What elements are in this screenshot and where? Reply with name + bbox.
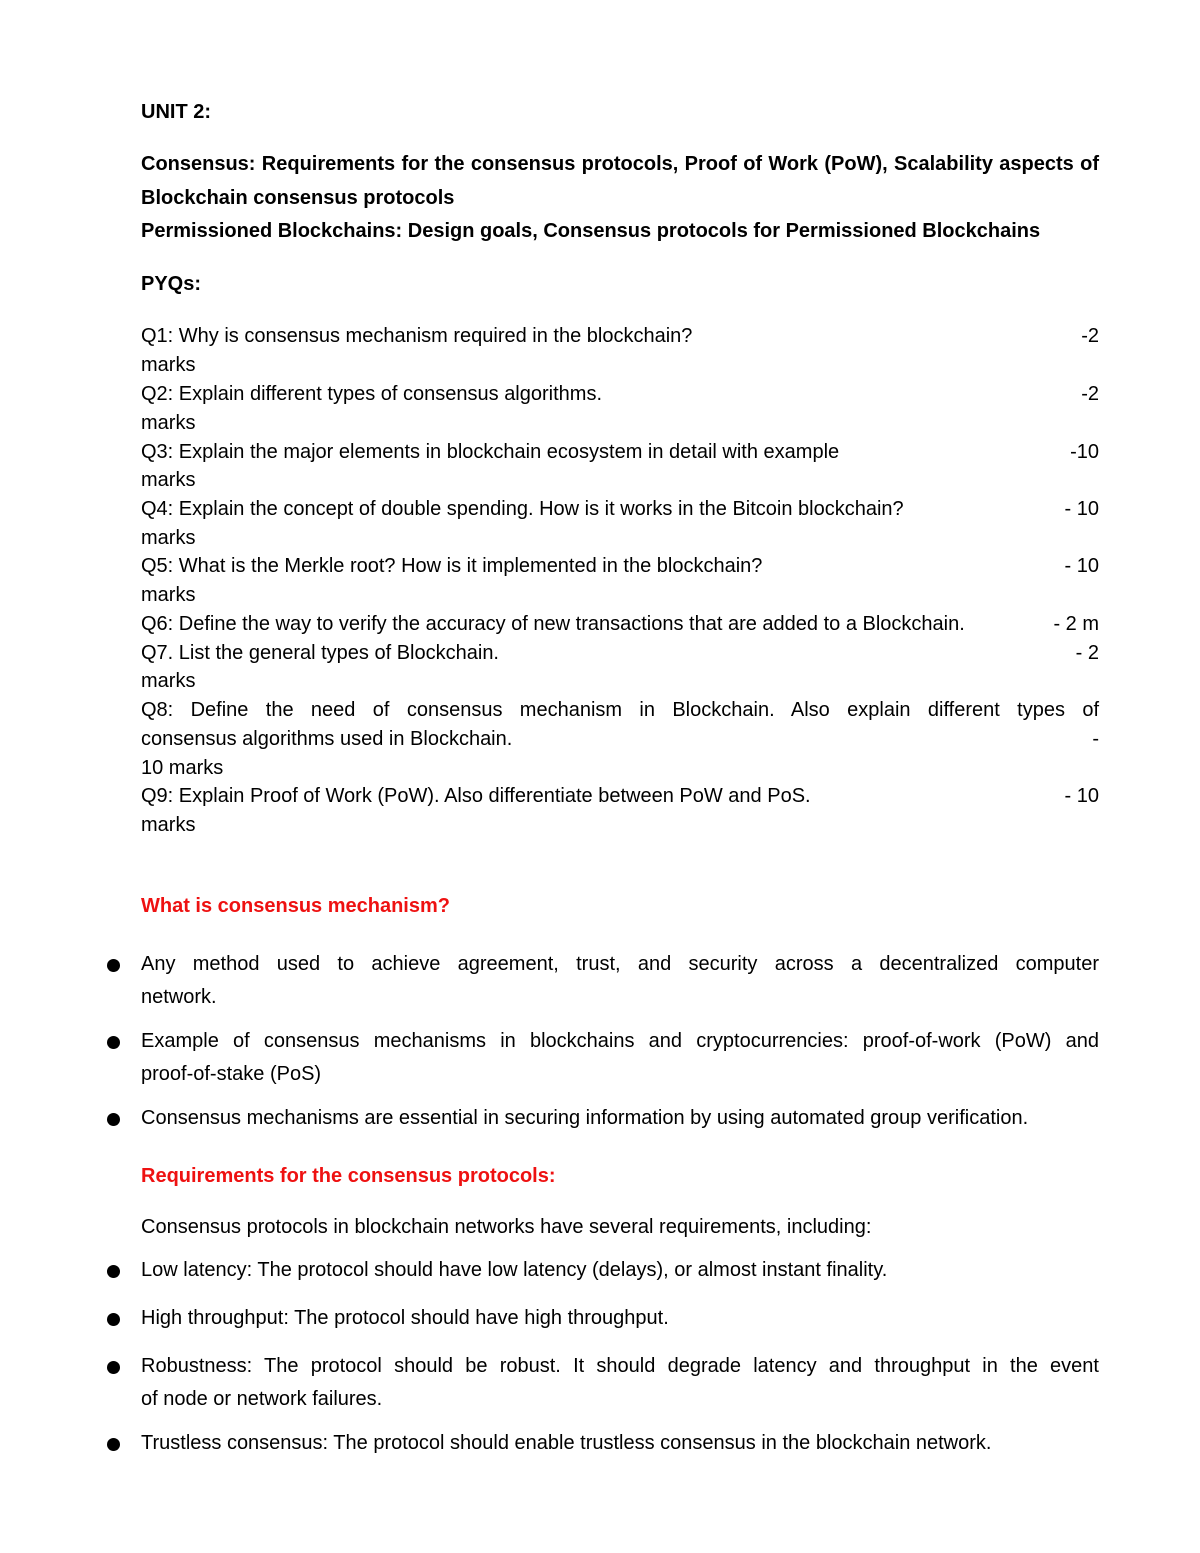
topics-line-2: Blockchain consensus protocols — [141, 187, 455, 209]
question-9 — [141, 782, 1099, 811]
question-marks: -2 — [1081, 325, 1099, 347]
question-7 — [141, 639, 1099, 668]
question-5 — [141, 552, 1099, 581]
list-item-line-1: Robustness: The protocol should be robust. It should degrade latency and throughput in the event — [141, 1355, 1099, 1377]
question-9-marks-label: marks — [141, 814, 196, 836]
list-item-line-2: network. — [141, 986, 217, 1008]
question-2 — [141, 380, 1099, 409]
list-item-line-1: Example of consensus mechanisms in blockchains and cryptocurrencies: proof-of-work (PoW) and — [141, 1030, 1099, 1052]
question-8-marks-label: 10 marks — [141, 757, 224, 779]
question-7-marks-label: marks — [141, 670, 196, 692]
question-4-marks-label: marks — [141, 527, 196, 549]
question-marks: - — [1092, 728, 1099, 750]
pyqs-heading: PYQs: — [141, 273, 202, 295]
list-item — [141, 1025, 1099, 1091]
bullet-icon — [107, 1036, 120, 1049]
question-text: What is the Merkle root? How is it implemented in the blockchain? — [173, 555, 763, 577]
question-5-marks-label: marks — [141, 584, 196, 606]
list-item — [141, 1254, 1099, 1287]
list-item-line-2: proof-of-stake (PoS) — [141, 1063, 322, 1085]
list-item — [141, 1302, 1099, 1335]
list-item — [141, 1350, 1099, 1416]
question-3 — [141, 438, 1099, 467]
question-text: Explain the major elements in blockchain ecosystem in detail with example — [173, 441, 840, 463]
list-item — [141, 948, 1099, 1014]
bullet-icon — [107, 1313, 120, 1326]
list-item — [141, 1427, 1099, 1460]
question-prefix: Q6: — [141, 613, 174, 635]
question-prefix: Q5: — [141, 555, 174, 577]
question-marks: -10 — [1070, 441, 1099, 463]
requirements-intro: Consensus protocols in blockchain networks have several requirements, including: — [141, 1216, 872, 1238]
question-marks: - 10 — [1064, 498, 1099, 520]
question-marks: - 2 — [1075, 642, 1099, 664]
question-prefix: Q3: — [141, 441, 174, 463]
question-prefix: Q1: — [141, 325, 174, 347]
question-3-marks-label: marks — [141, 469, 196, 491]
question-prefix: Q4: — [141, 498, 174, 520]
question-text: Explain the concept of double spending. How is it works in the Bitcoin blockchain? — [173, 498, 904, 520]
list-item — [141, 1102, 1099, 1135]
question-6 — [141, 610, 1099, 639]
question-1-marks-label: marks — [141, 354, 196, 376]
bullet-icon — [107, 1265, 120, 1278]
list-item-line-1: Trustless consensus: The protocol should enable trustless consensus in the blockchain network. — [141, 1432, 992, 1454]
question-8-line-2 — [141, 725, 1099, 754]
list-item-line-1: High throughput: The protocol should have high throughput. — [141, 1307, 669, 1329]
question-prefix: Q2: — [141, 383, 174, 405]
question-text: List the general types of Blockchain. — [173, 642, 499, 664]
bullet-icon — [107, 1438, 120, 1451]
list-item-line-1: Low latency: The protocol should have low latency (delays), or almost instant finality. — [141, 1259, 888, 1281]
bullet-icon — [107, 1361, 120, 1374]
question-marks: - 10 — [1064, 555, 1099, 577]
question-text: Q9: Explain Proof of Work (PoW). Also differentiate between PoW and PoS. — [141, 785, 811, 807]
question-8-line-1: Q8: Define the need of consensus mechanism in Blockchain. Also explain different types of — [141, 699, 1099, 721]
question-text: Define the way to verify the accuracy of new transactions that are added to a Blockchain. — [173, 613, 965, 635]
question-marks: -2 — [1081, 383, 1099, 405]
question-marks: - 2 m — [1053, 613, 1099, 635]
question-4 — [141, 495, 1099, 524]
unit-heading: UNIT 2: — [141, 101, 211, 123]
list-item-line-2: of node or network failures. — [141, 1388, 383, 1410]
bullet-icon — [107, 959, 120, 972]
topics-line-1: Consensus: Requirements for the consensus protocols, Proof of Work (PoW), Scalability aspects of — [141, 153, 1099, 175]
bullet-icon — [107, 1113, 120, 1126]
list-item-line-1: Consensus mechanisms are essential in securing information by using automated group verification. — [141, 1107, 1029, 1129]
question-1 — [141, 322, 1099, 351]
topics-line-3: Permissioned Blockchains: Design goals, Consensus protocols for Permissioned Blockchains — [141, 220, 1041, 242]
question-text: Why is consensus mechanism required in the blockchain? — [173, 325, 693, 347]
question-prefix: Q7. — [141, 642, 174, 664]
question-text: consensus algorithms used in Blockchain. — [141, 728, 513, 750]
question-text: Explain different types of consensus algorithms. — [173, 383, 602, 405]
section-heading-requirements: Requirements for the consensus protocols: — [141, 1165, 556, 1187]
question-2-marks-label: marks — [141, 412, 196, 434]
section-heading-consensus: What is consensus mechanism? — [141, 895, 450, 917]
question-marks: - 10 — [1064, 785, 1099, 807]
list-item-line-1: Any method used to achieve agreement, trust, and security across a decentralized computer — [141, 953, 1099, 975]
